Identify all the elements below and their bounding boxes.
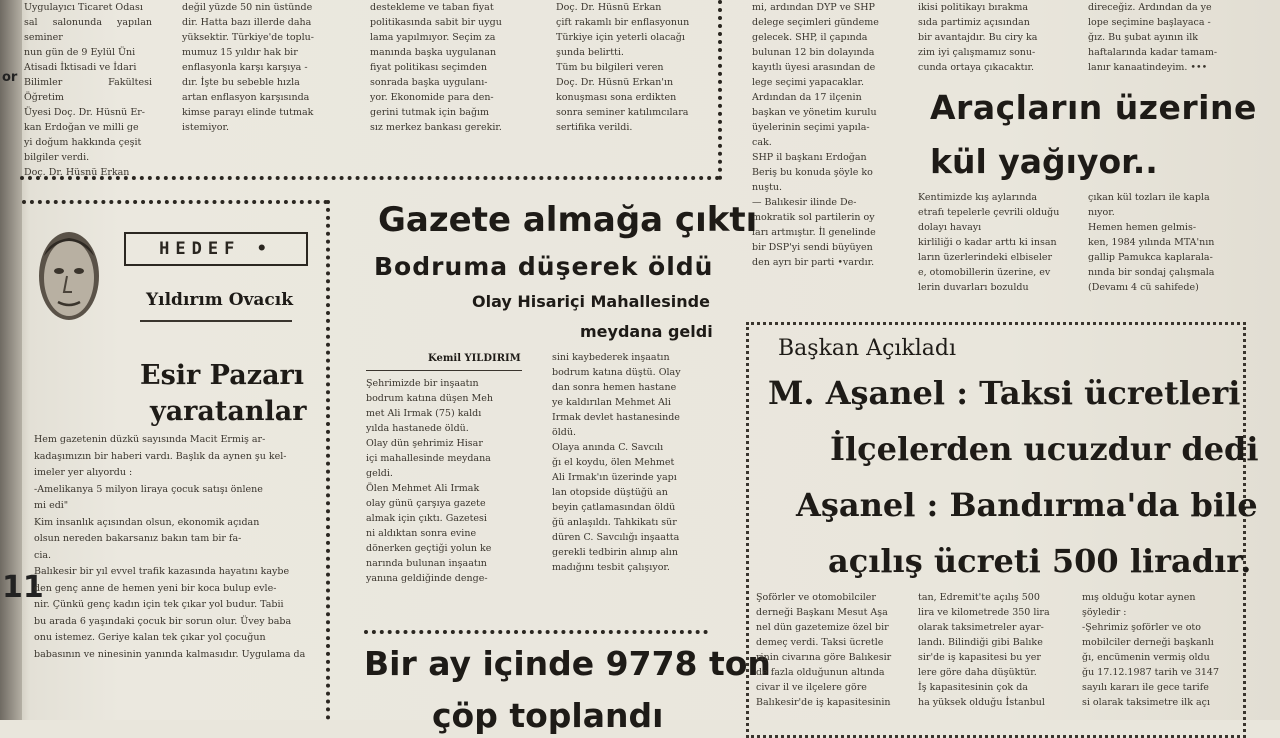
text-line: sayılı kararı ile gece tarife xyxy=(1082,682,1209,693)
text-line: babasının ve ninesinin yanında kalmasıdır. Uygulama da xyxy=(34,648,306,660)
top-section-divider xyxy=(20,176,720,180)
baskan-headline-4: açılış ücreti 500 liradır. xyxy=(828,542,1252,580)
text-line: gerekli tedbirin alınıp alın xyxy=(552,547,678,558)
baskan-headline-2: İlçelerden ucuzdur dedi xyxy=(830,430,1259,468)
text-line: zim iyi çalışmamız sonu- xyxy=(918,47,1036,58)
text-line: çift rakamlı bir enflasyonun xyxy=(556,17,690,28)
baskan-column-b xyxy=(918,590,1074,720)
baskan-headline-1: M. Aşanel : Taksi ücretleri xyxy=(768,374,1241,412)
page-binding xyxy=(0,0,22,720)
text-line: yanına geldiğinde denge- xyxy=(366,573,488,584)
text-line: Ölen Mehmet Ali Irmak xyxy=(366,483,480,494)
text-line: nuştu. xyxy=(752,182,783,193)
text-line: civar il ve ilçelere göre xyxy=(756,682,867,693)
text-line: sal salonunda yapılan seminer xyxy=(24,17,152,43)
text-line: cunda ortaya çıkacaktır. xyxy=(918,62,1035,73)
text-line: ni aldıktan sonra evine xyxy=(366,528,477,539)
text-line: ye kaldırılan Mehmet Ali xyxy=(552,397,671,408)
text-line: sini kaybederek inşaatın xyxy=(552,352,670,363)
text-line: dır. İşte bu sebeble hızla xyxy=(182,77,300,88)
text-line: direceğiz. Ardından da ye xyxy=(1088,2,1212,13)
text-line: delege seçimleri gündeme xyxy=(752,17,879,28)
text-line: haftalarında kadar tamam- xyxy=(1088,47,1218,58)
text-line: Kim insanlık açısından olsun, ekonomik açıdan xyxy=(34,516,260,528)
text-line: olarak taksimetreler ayar- xyxy=(918,622,1044,633)
gazete-headline-1: Gazete almağa çıktı xyxy=(378,200,758,240)
text-line: içi mahallesinde meydana xyxy=(366,453,491,464)
text-line: Irmak devlet hastanesinde xyxy=(552,412,680,423)
text-line: etrafı tepelerle çevrili olduğu xyxy=(918,207,1060,218)
text-line: onu istemez. Geriye kalan tek çıkar yol çocuğun xyxy=(34,632,266,643)
gazete-byline: Kemil YILDIRIM xyxy=(428,353,521,364)
text-line: imeler yer alıyordu : xyxy=(34,467,133,478)
text-line: mobilciler derneği başkanlı xyxy=(1082,637,1214,648)
text-line: yor. Ekonomide para den- xyxy=(370,92,494,103)
text-line: nında bir sondaj çalışmala xyxy=(1088,267,1215,278)
text-line: ları artmıştır. İl genelinde xyxy=(752,227,876,238)
text-line: bir avantajdır. Bu ciry ka xyxy=(918,32,1038,43)
text-line: yılda hastanede öldü. xyxy=(366,423,469,434)
text-line: politikasında sabit bir uygu xyxy=(370,17,502,28)
text-line: de fazla olduğunun altında xyxy=(756,667,885,678)
aracların-column-b xyxy=(1088,190,1246,310)
text-line: -Amelikanya 5 milyon liraya çocuk satışı önlene xyxy=(34,483,263,495)
text-line: başkan ve yönetim kurulu xyxy=(752,107,877,118)
text-line: beyin çatlamasından öldü xyxy=(552,502,676,513)
text-line: manında başka uygulanan xyxy=(370,47,497,58)
text-line: bulunan 12 bin dolayında xyxy=(752,47,875,58)
text-line: Uygulayıcı Ticaret Odası xyxy=(24,2,143,13)
text-line: lira ve kilometrede 350 lira xyxy=(918,607,1050,618)
text-line: geldi. xyxy=(366,468,393,479)
text-line: ğız. Bu şubat ayının ilk xyxy=(1088,32,1199,43)
text-line: fiyat politikası seçimden xyxy=(370,62,487,73)
text-line: Balıkesir'de iş kapasitesinin xyxy=(756,697,891,708)
text-line: mumuz 15 yıldır hak bir xyxy=(182,47,298,58)
top-column-2 xyxy=(182,0,340,170)
text-line: mokratik sol partilerin oy xyxy=(752,212,875,223)
text-line: Atisadi İktisadi ve İdari xyxy=(24,62,137,73)
baskan-kicker: Başkan Açıkladı xyxy=(778,336,957,361)
text-line: nıyor. xyxy=(1088,207,1115,218)
text-line: Balıkesir bir yıl evvel trafik kazasında hayatını kaybe xyxy=(34,566,290,577)
column-divider xyxy=(718,0,722,180)
text-line: demeç verdi. Taksi ücretle xyxy=(756,637,884,648)
text-line: lama yapılmıyor. Seçim za xyxy=(370,32,496,43)
text-line: (Devamı 4 cü sahifede) xyxy=(1088,282,1199,293)
text-line: Hemen hemen gelmis- xyxy=(1088,222,1197,233)
text-line: Beriş bu konuda şöyle ko xyxy=(752,167,873,178)
text-line: olay günü çarşıya gazete xyxy=(366,498,486,509)
top-column-7 xyxy=(1088,0,1238,80)
text-line: bilgiler verdi. xyxy=(24,152,90,163)
text-line: dolayı havayı xyxy=(918,222,982,233)
text-line: derneği Başkanı Mesut Aşa xyxy=(756,607,888,618)
gazete-headline-2: Bodruma düşerek öldü xyxy=(374,252,714,281)
text-line: rinin civarına göre Balıkesir xyxy=(756,652,892,663)
text-line: mi, ardından DYP ve SHP xyxy=(752,2,875,13)
top-column-6 xyxy=(918,0,1070,80)
top-column-4 xyxy=(556,0,712,170)
gazete-subhead-2: meydana geldi xyxy=(580,322,713,341)
text-line: değil yüzde 50 nin üstünde xyxy=(182,2,313,13)
edge-letters: or xyxy=(2,70,18,85)
text-line: ikisi politikayı bırakma xyxy=(918,2,1029,13)
text-line: landı. Bilindiği gibi Balıke xyxy=(918,637,1043,648)
baskan-column-a xyxy=(756,590,910,720)
text-line: Ardından da 17 ilçenin xyxy=(752,92,862,103)
text-line: lere göre daha düşüktür. xyxy=(918,667,1037,678)
aracların-column-a xyxy=(918,190,1074,310)
author-underline xyxy=(140,320,292,322)
text-line: şunda belirtti. xyxy=(556,47,624,58)
text-line: sıda partimiz açısından xyxy=(918,17,1030,28)
text-line: yüksektir. Türkiye'de toplu- xyxy=(182,32,314,43)
text-line: Üyesi Doç. Dr. Hüsnü Er- xyxy=(24,107,145,118)
biray-headline-1: Bir ay içinde 9778 ton xyxy=(364,644,771,683)
gazete-column-b xyxy=(552,350,708,616)
text-line: Kentimizde kış aylarında xyxy=(918,192,1038,203)
aracların-headline-2: kül yağıyor.. xyxy=(930,142,1158,181)
hedef-top-border xyxy=(22,200,328,204)
hedef-author: Yıldırım Ovacık xyxy=(146,290,294,310)
text-line: si olarak taksimetre ilk açı xyxy=(1082,697,1210,708)
text-line: den genç anne de hemen yeni bir koca bulup evle- xyxy=(34,582,277,594)
aracların-headline-1: Araçların üzerine xyxy=(930,88,1257,127)
text-line: lerin duvarları bozuldu xyxy=(918,282,1029,293)
edge-number: 11 xyxy=(2,570,44,605)
text-line: ğı el koydu, ölen Mehmet xyxy=(552,457,675,468)
text-line: lanır kanaatindeyim. ••• xyxy=(1088,62,1208,73)
text-line: Doç. Dr. Hüsnü Erkan'ın xyxy=(556,77,674,88)
text-line: dir. Hatta bazı illerde daha xyxy=(182,17,312,28)
text-line: mi edi" xyxy=(34,500,69,511)
byline-rule xyxy=(366,370,522,371)
text-line: lege seçimi yapacaklar. xyxy=(752,77,865,88)
text-line: nir. Çünkü genç kadın için tek çıkar yol budur. Tabii xyxy=(34,599,284,610)
baskan-headline-3: Aşanel : Bandırma'da bile xyxy=(796,486,1258,524)
text-line: ğu 17.12.1987 tarih ve 3147 xyxy=(1082,667,1220,678)
text-line: kadaşımızın bir haberi vardı. Başlık da aynen şu kel- xyxy=(34,450,287,462)
text-line: kan Erdoğan ve milli ge xyxy=(24,122,139,133)
text-line: mış olduğu kotar aynen xyxy=(1082,592,1196,603)
text-line: Bilimler Fakültesi Öğretim xyxy=(24,77,152,103)
text-line: Doç. Dr. Hüsnü Erkan xyxy=(556,2,662,13)
text-line: Olaya anında C. Savcılı xyxy=(552,442,664,453)
text-line: — Balıkesir ilinde De- xyxy=(752,197,857,208)
text-line: İş kapasitesinin çok da xyxy=(918,682,1028,693)
text-line: ğü anlaşıldı. Tahkikatı sür xyxy=(552,517,677,528)
text-line: sertifika verildi. xyxy=(556,122,633,133)
biray-top-border xyxy=(364,630,708,634)
text-line: cak. xyxy=(752,137,772,148)
text-line: madığını tesbit çalışıyor. xyxy=(552,562,670,573)
baskan-column-c xyxy=(1082,590,1234,720)
hedef-label-box xyxy=(124,232,308,266)
text-line: gallip Pamukca kaplarala- xyxy=(1088,252,1213,263)
text-line: narında bulunan inşaatın xyxy=(366,558,487,569)
text-line: e, otomobillerin üzerine, ev xyxy=(918,267,1051,278)
hedef-title-1: Esir Pazarı xyxy=(140,360,305,391)
text-line: met Ali Irmak (75) kaldı xyxy=(366,408,482,419)
text-line: dan sonra hemen hastane xyxy=(552,382,677,393)
text-line: nun gün de 9 Eylül Üni xyxy=(24,47,136,58)
text-line: ken, 1984 yılında MTA'nın xyxy=(1088,237,1215,248)
text-line: lan otopside düştüğü an xyxy=(552,487,668,498)
text-line: Şehrimizde bir inşaatın xyxy=(366,378,479,389)
text-line: Şoförler ve otomobilciler xyxy=(756,592,876,603)
text-line: bu arada 6 yaşındaki çocuk bir sorun olur. Üvey baba xyxy=(34,615,292,627)
gazete-column-a xyxy=(366,376,522,616)
text-line: istemiyor. xyxy=(182,122,230,133)
text-line: öldü. xyxy=(552,427,576,438)
text-line: konuşması sona erdikten xyxy=(556,92,677,103)
text-line: lope seçimine başlayaca - xyxy=(1088,17,1211,28)
text-line: ların üzerlerindeki elbiseler xyxy=(918,252,1053,263)
text-line: şöyledir : xyxy=(1082,607,1127,618)
text-line: sir'de iş kapasitesi bu yer xyxy=(918,652,1041,663)
text-line: bir DSP'yi sendi büyüyen xyxy=(752,242,873,253)
text-line: gerini tutmak için bağım xyxy=(370,107,490,118)
text-line: üyelerinin seçimi yapıla- xyxy=(752,122,870,133)
author-portrait xyxy=(34,226,104,334)
top-column-1 xyxy=(24,0,152,178)
text-line: kayıtlı üyesi arasından de xyxy=(752,62,876,73)
gazete-subhead-1: Olay Hisariçi Mahallesinde xyxy=(472,292,710,311)
text-line: Ali Irmak'ın üzerinde yapı xyxy=(552,472,677,483)
biray-headline-2: çöp toplandı xyxy=(432,696,664,735)
text-line: ha yüksek olduğu İstanbul xyxy=(918,697,1045,708)
text-line: artan enflasyon karşısında xyxy=(182,92,310,103)
text-line: bodrum katına düştü. Olay xyxy=(552,367,681,378)
text-line: kimse parayı elinde tutmak xyxy=(182,107,314,118)
text-line: Doç. Dr. Hüsnü Erkan xyxy=(24,167,130,178)
text-line: sız merkez bankası gerekir. xyxy=(370,122,502,133)
hedef-right-border xyxy=(326,200,330,720)
text-line: çıkan kül tozları ile kapla xyxy=(1088,192,1210,203)
text-line: den ayrı bir parti •vardır. xyxy=(752,257,875,268)
hedef-label: HEDEF • xyxy=(159,239,273,259)
text-line: almak için çıktı. Gazetesi xyxy=(366,513,487,524)
hedef-body xyxy=(34,432,312,720)
text-line: SHP il başkanı Erdoğan xyxy=(752,152,867,163)
text-line: Hem gazetenin düzkü sayısında Macit Ermiş ar- xyxy=(34,434,266,445)
text-line: Olay dün şehrimiz Hisar xyxy=(366,438,483,449)
text-line: kirliliği o kadar arttı ki insan xyxy=(918,237,1057,248)
top-column-3 xyxy=(370,0,530,170)
text-line: dönerken geçtiği yolun ke xyxy=(366,543,492,554)
text-line: düren C. Savcılığı inşaatta xyxy=(552,532,680,543)
text-line: -Şehrimiz şoförler ve oto xyxy=(1082,622,1201,633)
text-line: Tüm bu bilgileri veren xyxy=(556,62,664,73)
text-line: gelecek. SHP, il çapında xyxy=(752,32,868,43)
text-line: olsun nereden bakarsanız bakın tam bir fa- xyxy=(34,533,242,544)
text-line: Türkiye için yeterli olacağı xyxy=(556,32,685,43)
text-line: tan, Edremit'te açılış 500 xyxy=(918,592,1040,603)
text-line: destekleme ve taban fiyat xyxy=(370,2,494,13)
text-line: yi doğum hakkında çeşit xyxy=(24,137,142,148)
text-line: sonra seminer katılımcılara xyxy=(556,107,689,118)
text-line: cia. xyxy=(34,549,52,561)
text-line: nel dün gazetemize özel bir xyxy=(756,622,889,633)
text-line: sonrada başka uygulanı- xyxy=(370,77,488,88)
top-column-5 xyxy=(752,0,902,310)
hedef-title-2: yaratanlar xyxy=(150,396,307,427)
text-line: enflasyonla karşı karşıya - xyxy=(182,62,308,73)
text-line: ğı, encümenin vermiş oldu xyxy=(1082,652,1210,663)
text-line: bodrum katına düşen Meh xyxy=(366,393,493,404)
